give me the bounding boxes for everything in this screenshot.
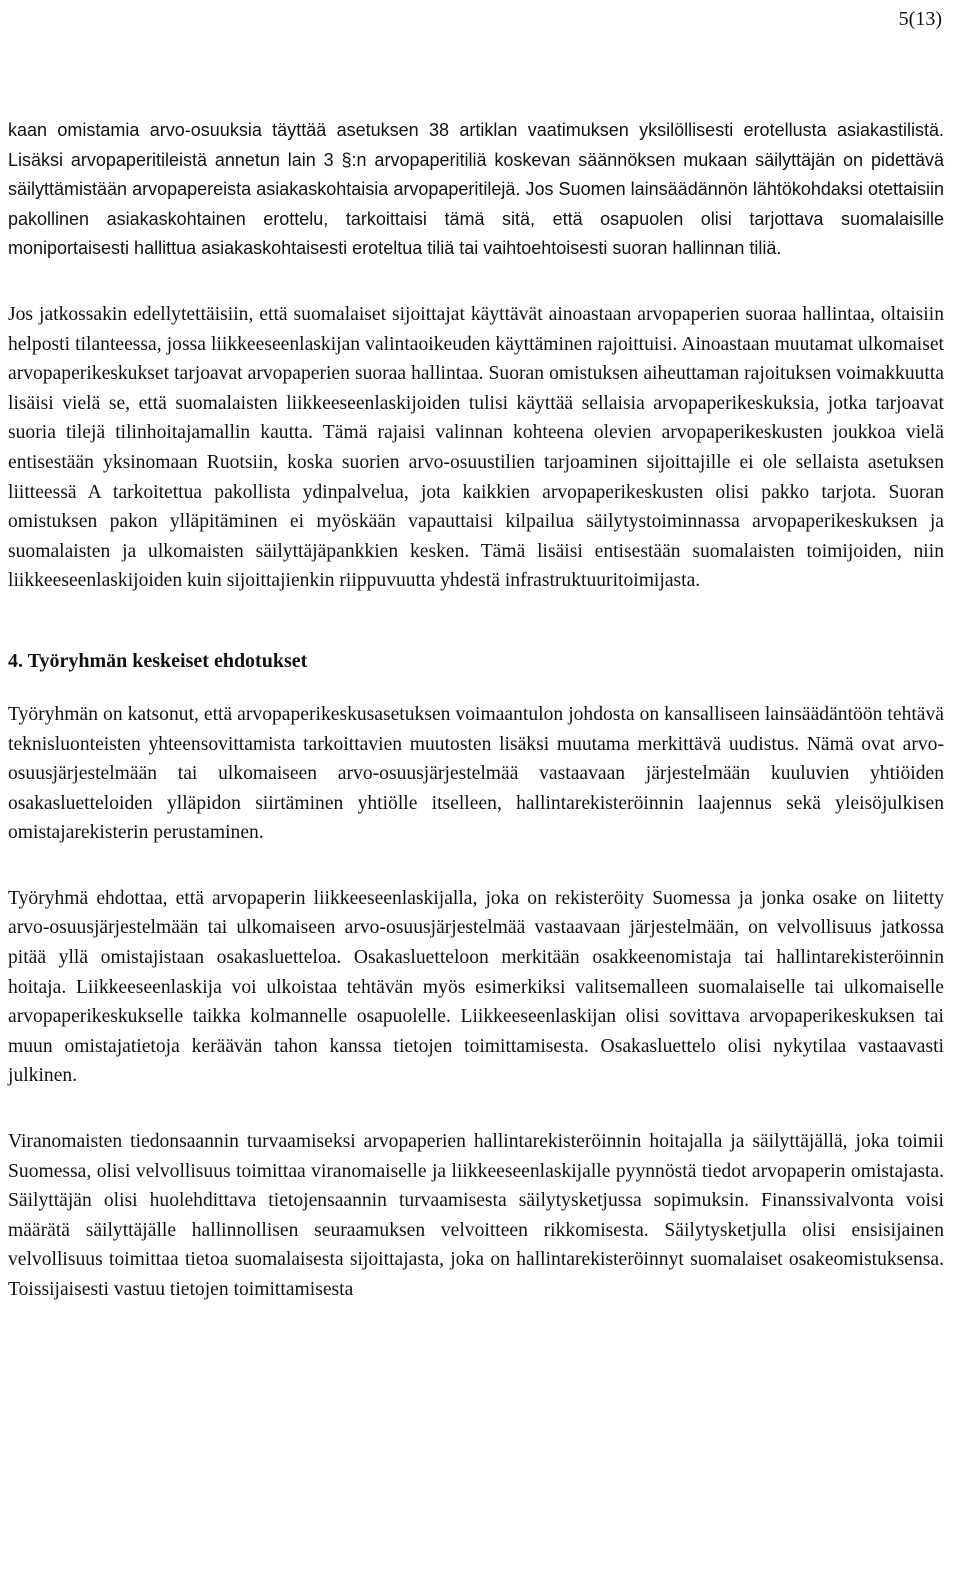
document-body [8,116,944,1305]
paragraph-intro-text: kaan omistamia arvo-osuuksia täyttää asetuksen 38 artiklan vaatimuksen yksilöllisesti erotellusta asiakastilistä. Lisäksi arvopaperitileistä annetun lain 3 §:n arvopaperitiliä koskevan säännöksen mukaan säilyttäjän on pidettävä säilyttämistään arvopapereista asiakaskohtaisia arvopaperitilejä. Jos Suomen lainsäädännön lähtökohdaksi otettaisiin pakollinen asiakaskohtainen erottelu, tarkoittaisi tämä sitä, että osapuolen olisi tarjottava suomalaisille moniportaisesti hallittua asiakaskohtaisesti eroteltua tiliä tai vaihtoehtoisesti suoran hallinnan tiliä. [8,120,944,259]
paragraph-proposals-overview: Työryhmän on katsonut, että arvopaperikeskusasetuksen voimaantulon johdosta on kansalliseen lainsäädäntöön tehtävä teknisluonteisten yhteensovittamista tarkoittavien muutosten lisäksi muutama merkittävä uudistus. Nämä ovat arvo-osuusjärjestelmään tai ulkomaiseen arvo-osuusjärjestelmää vastaavaan järjestelmään kuuluvien yhtiöiden osakasluetteloiden ylläpidon siirtäminen yhtiölle itselleen, hallintarekisteröinnin laajennus sekä yleisöjulkisen omistajarekisterin perustaminen. [8,703,944,844]
paragraph-intro [8,116,944,264]
page-number: 5(13) [898,8,942,30]
section-heading: 4. Työryhmän keskeiset ehdotukset [8,649,308,672]
paragraph-authority-access: Viranomaisten tiedonsaannin turvaamiseksi arvopaperien hallintarekisteröinnin hoitajalla ja säilyttäjällä, joka toimii Suomessa, olisi velvollisuus toimittaa viranomaiselle ja liikkeeseenlaskijalle pyynnöstä tiedot arvopaperin omistajasta. Säilyttäjän olisi huolehdittava tietojensaannin turvaamisesta säilytysketjussa sopimuksin. Finanssivalvonta voisi määrätä säilyttäjälle hallinnollisen seuraamuksen velvoitteen rikkomisesta. Säilytysketjulla olisi ensisijainen velvollisuus toimittaa tietoa suomalaisesta sijoittajasta, joka on hallintarekisteröinnyt suomalaiset osakeomistuksensa. Toissijaisesti vastuu tietojen toimittamisesta [8,1131,944,1300]
paragraph-shareholder-register: Työryhmä ehdottaa, että arvopaperin liikkeeseenlaskijalla, joka on rekisteröity Suomessa ja jonka osake on liitetty arvo-osuusjärjestelmään tai ulkomaiseen arvo-osuusjärjestelmää vastaavaan järjestelmään, on velvollisuus jatkossa pitää yllä omistajistaan osakasluetteloa. Osakasluetteloon merkitään osakkeenomistaja tai hallintarekisteröinnin hoitaja. Liikkeeseenlaskija voi ulkoistaa tehtävän myös esimerkiksi valitsemalleen suomalaiselle tai ulkomaiselle arvopaperikeskukselle taikka kolmannelle osapuolelle. Liikkeeseenlaskijan olisi sovittava arvopaperikeskuksen tai muun omistajatietoja keräävän tahon kanssa tietojen toimittamisesta. Osakasluettelo olisi nykytilaa vastaavasti julkinen. [8,887,944,1087]
paragraph-direct-holding: Jos jatkossakin edellytettäisiin, että suomalaiset sijoittajat käyttävät ainoastaan arvopaperien suoraa hallintaa, oltaisiin helposti tilanteessa, jossa liikkeeseenlaskijan valintaoikeuden käyttäminen rajoittuisi. Ainoastaan muutamat ulkomaiset arvopaperikeskukset tarjoavat arvopaperien suoraa hallintaa. Suoran omistuksen aiheuttaman rajoituksen voimakkuutta lisäisi vielä se, että suomalaisten liikkeeseenlaskijoiden tulisi käyttää sellaisia arvopaperikeskuksia, jotka tarjoavat suoria tilejä tilinhoitajamallin kautta. Tämä rajaisi valinnan kohteena olevien arvopaperikeskusten joukkoa vielä entisestään yksinomaan Ruotsiin, koska suorien arvo-osuustilien tarjoaminen sijoittajille ei ole sellaista asetuksen liitteessä A tarkoitettua pakollista ydinpalvelua, jota kaikkien arvopaperikeskusten olisi pakko tarjota. Suoran omistuksen pakon ylläpitäminen ei myöskään vapauttaisi kilpailua säilytystoiminnassa arvopaperikeskuksen ja suomalaisten ja ulkomaisten säilyttäjäpankkien kesken. Tämä lisäisi entisestään suomalaisten toimijoiden, niin liikkeeseenlaskijoiden kuin sijoittajienkin riippuvuutta yhdestä infrastruktuuritoimijasta. [8,303,944,592]
